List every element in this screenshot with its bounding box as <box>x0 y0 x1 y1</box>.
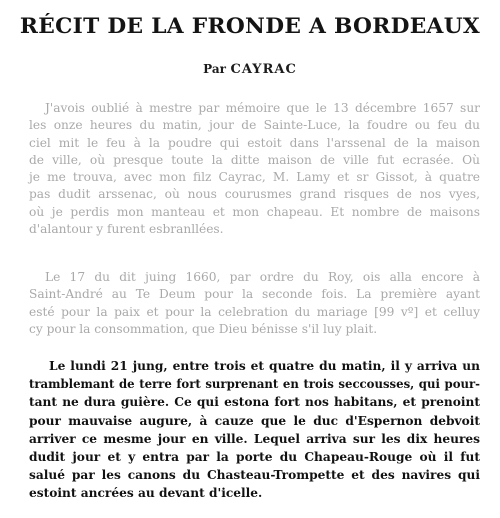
paragraph-1 <box>29 100 480 238</box>
paragraph-line: cy pour la consommation, que Dieu bénisse s'il luy plait. <box>29 321 378 336</box>
paragraph-line: estoint ancrées au devant d'icelle. <box>29 486 263 501</box>
author-name: CAYRAC <box>230 62 297 77</box>
paragraph-line: je me trouva, avec mon filz Cayrac, M. Lamy et sr Gissot, à quatre <box>29 170 480 184</box>
paragraph-line: les onze heures du matin, jour de Sainte-Luce, la foudre ou feu du <box>29 118 480 133</box>
paragraph-line: d'alantour y furent esbranllées. <box>29 221 224 236</box>
paragraph-line: où je perdis mon manteau et mon chapeau. Et nombre de maisons <box>29 204 480 219</box>
paragraph-line: salué par les canons du Chasteau-Trompette et des navires qui <box>29 468 480 483</box>
paragraph-line: dudit jour et y entra par la porte du Chapeau-Rouge où il fut <box>29 450 480 465</box>
paragraph-line: arriver ce mesme jour en ville. Lequel arriva sur les dix heures <box>29 431 480 446</box>
paragraph-line: de ville, où presque toute la ditte maison de ville fut ecrasée. Où <box>29 152 480 167</box>
author-prefix: Par <box>203 62 226 76</box>
paragraph-line: ciel mit le feu à la poudre qui estoit dans l'arssenal de la maison <box>29 135 480 150</box>
paragraph-line: pour mauvaise augure, à cauze que le duc d'Espernon debvoit <box>29 413 480 428</box>
paragraph-line: J'avois oublié à mestre par mémoire que le 13 décembre 1657 sur <box>45 101 480 115</box>
paragraph-line: tramblemant de terre fort surprenant en trois seccousses, qui pour- <box>29 377 480 392</box>
paragraph-line: Le 17 du dit juing 1660, par ordre du Roy, ois alla encore à <box>45 270 480 284</box>
paragraph-line: Saint-André au Te Deum pour la seconde fois. La première ayant <box>29 287 480 302</box>
paragraph-line: tant ne dura guière. Ce qui estona fort nos habitans, et prenoint <box>29 395 480 410</box>
paragraph-line: Le lundi 21 jung, entre trois et quatre du matin, il y arriva un <box>49 359 480 373</box>
paragraph-3 <box>29 357 480 503</box>
paragraph-2 <box>29 269 480 338</box>
paragraph-line: esté pour la paix et pour la celebration du mariage [99 vº] et celluy <box>29 304 480 319</box>
document-title: RÉCIT DE LA FRONDE A BORDEAUX <box>19 14 481 39</box>
paragraph-line: pas dudit arssenac, où nous courusmes grand risques de nos vyes, <box>29 187 480 202</box>
author-line <box>0 62 500 77</box>
